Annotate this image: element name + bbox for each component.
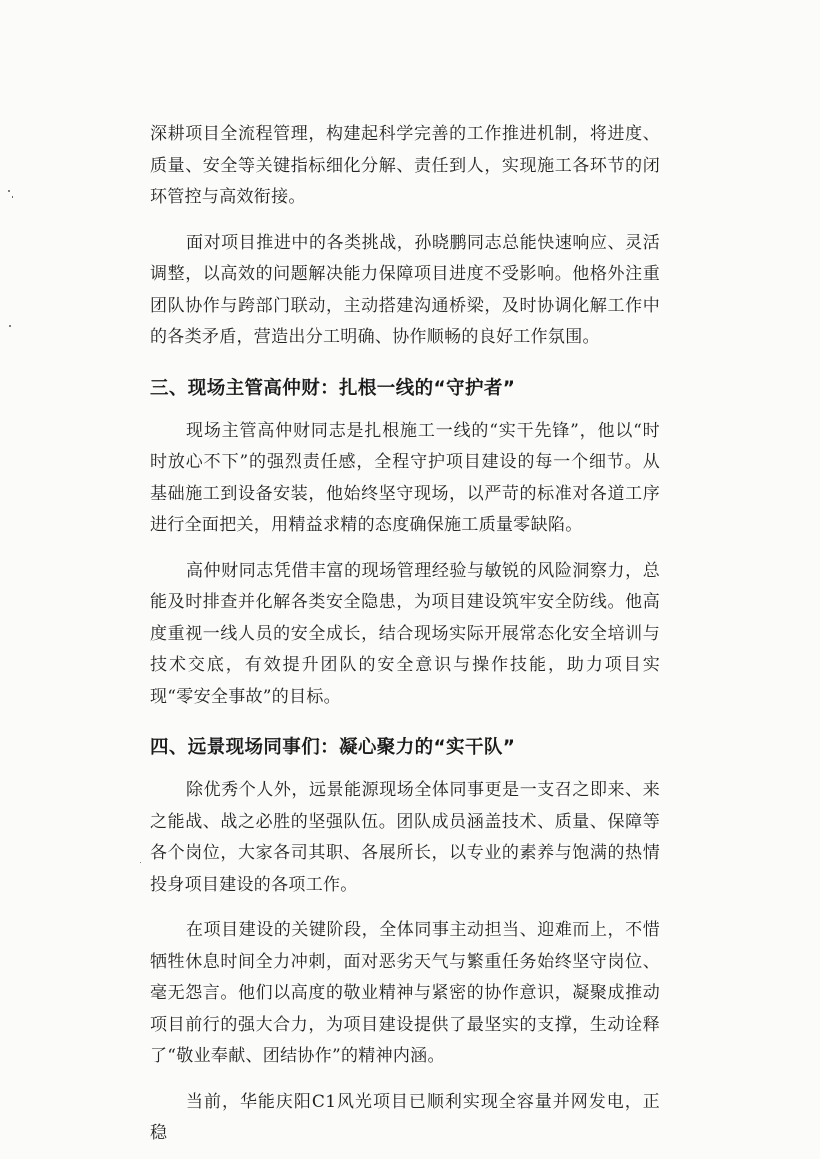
paragraph-gao-zhongcai-1: 现场主管高仲财同志是扎根施工一线的“实干先锋”，他以“时时放心不下”的强烈责任感，全程守护项目建设的每一个细节。从基础施工到设备安装，他始终坚守现场，以严苛的标准对各道工序进行全面把关，用精益求精的态度确保施工质量零缺陷。 [150, 420, 660, 535]
paragraph-project-management: 深耕项目全流程管理，构建起科学完善的工作推进机制，将进度、质量、安全等关键指标细化分解、责任到人，实现施工各环节的闭环管控与高效衔接。 [150, 124, 660, 207]
section-heading-3: 三、现场主管高仲财：扎根一线的“守护者” [150, 377, 516, 399]
scan-speck [140, 862, 141, 863]
paragraph-team-2: 在项目建设的关键阶段，全体同事主动担当、迎难而上，不惜牺牲休息时间全力冲刺，面对恶劣天气与繁重任务始终坚守岗位、毫无怨言。他们以高度的敬业精神与紧密的协作意识，凝聚成推动项目前行的强大合力，为项目建设提供了最坚实的支撑，生动诠释了“敬业奉献、团结协作”的精神内涵。 [150, 920, 660, 1066]
paragraph-team-1: 除优秀个人外，远景能源现场全体同事更是一支召之即来、来之能战、战之必胜的坚强队伍。团队成员涵盖技术、质量、保障等各个岗位，大家各司其职、各展所长，以专业的素养与饱满的热情投身项目建设的各项工作。 [150, 780, 660, 895]
paragraph-project-status: 当前，华能庆阳C1风光项目已顺利实现全容量并网发电，正稳 [150, 1091, 660, 1143]
document-page [150, 119, 660, 1150]
scan-speck [12, 196, 13, 198]
paragraph-gao-zhongcai-2: 高仲财同志凭借丰富的现场管理经验与敏锐的风险洞察力，总能及时排查并化解各类安全隐患，为项目建设筑牢安全防线。他高度重视一线人员的安全成长，结合现场实际开展常态化安全培训与技术交底，有效提升团队的安全意识与操作技能，助力项目实现“零安全事故”的目标。 [150, 560, 660, 707]
paragraph-sun-xiaopeng: 面对项目推进中的各类挑战，孙晓鹏同志总能快速响应、灵活调整，以高效的问题解决能力保障项目进度不受影响。他格外注重团队协作与跨部门联动，主动搭建沟通桥梁，及时协调化解工作中的各类矛盾，营造出分工明确、协作顺畅的良好工作氛围。 [150, 232, 660, 347]
section-heading-4: 四、远景现场同事们：凝心聚力的“实干队” [150, 737, 516, 758]
scan-speck [9, 325, 11, 327]
scan-speck [8, 190, 10, 192]
